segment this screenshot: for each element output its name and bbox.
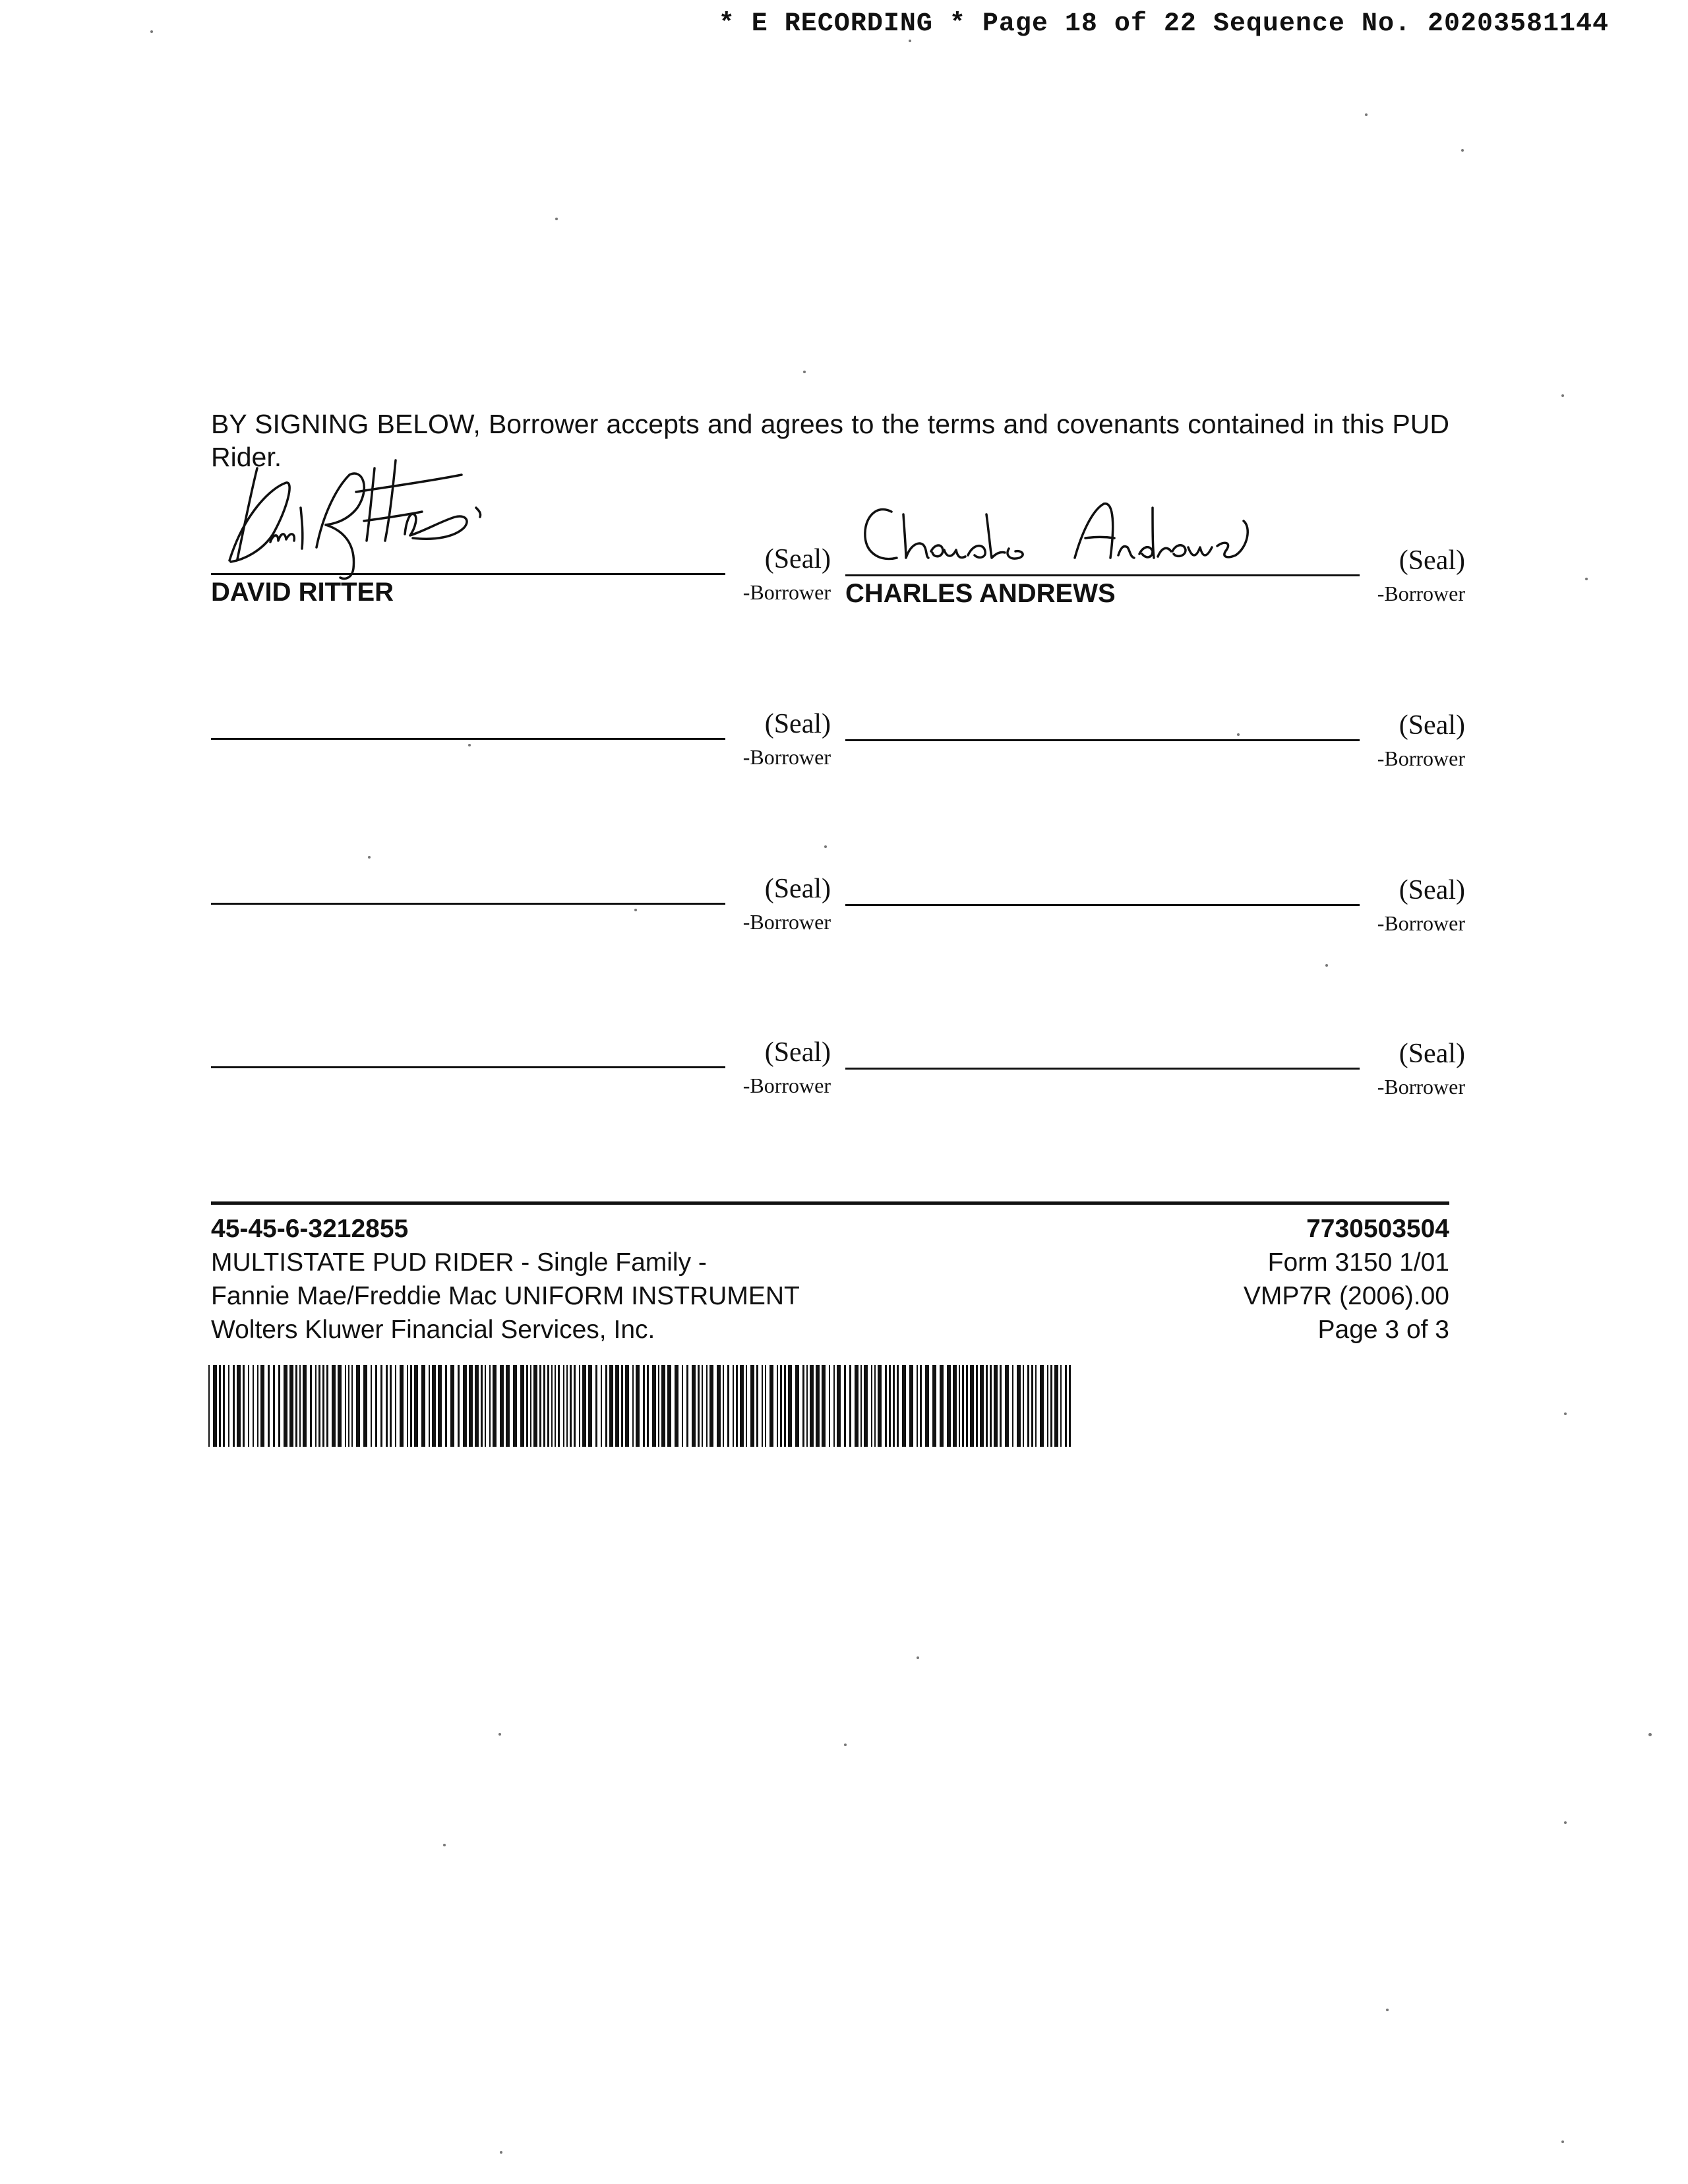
barcode-bar [407, 1365, 408, 1447]
barcode-bar [849, 1365, 851, 1447]
seal-label: (Seal) [764, 1037, 831, 1068]
barcode-bar [806, 1365, 808, 1447]
barcode-bar [1027, 1365, 1029, 1447]
barcode-bar [822, 1365, 826, 1447]
signature-block-7 [211, 1031, 831, 1117]
barcode-bar [395, 1365, 396, 1447]
barcode-bar [363, 1365, 367, 1447]
barcode-bar [260, 1365, 264, 1447]
borrower-label: -Borrower [742, 745, 831, 769]
barcode-bar [740, 1365, 744, 1447]
barcode-bar [980, 1365, 984, 1447]
barcode-bar [1054, 1365, 1058, 1447]
barcode-bar [625, 1365, 629, 1447]
barcode-bar [844, 1365, 846, 1447]
barcode-bar [833, 1365, 835, 1447]
scan-speck [634, 909, 637, 911]
barcode-bar [273, 1365, 275, 1447]
barcode-bar [864, 1365, 868, 1447]
barcode-bar [746, 1365, 747, 1447]
footer-form-info [211, 1212, 800, 1347]
barcode-bar [208, 1365, 210, 1447]
form-subtitle: Fannie Mae/Freddie Mac UNIFORM INSTRUMENT [211, 1282, 800, 1310]
barcode-bar [386, 1365, 388, 1447]
barcode-bar [228, 1365, 229, 1447]
barcode-bar [375, 1365, 377, 1447]
barcode-bar [953, 1365, 957, 1447]
barcode-bar [658, 1365, 659, 1447]
borrower-label: -Borrower [1377, 746, 1465, 770]
seal-label: (Seal) [1399, 875, 1465, 905]
scan-speck [555, 218, 558, 220]
barcode-bar [675, 1365, 678, 1447]
barcode-bar [257, 1365, 258, 1447]
barcode-bar [917, 1365, 918, 1447]
barcode-bar [647, 1365, 649, 1447]
barcode-bar [458, 1365, 460, 1447]
barcode-bar [837, 1365, 841, 1447]
barcode-bar [795, 1365, 799, 1447]
scan-speck [1325, 964, 1328, 967]
barcode-bar [932, 1365, 936, 1447]
barcode-bar [829, 1365, 830, 1447]
signature-block-8 [845, 1033, 1465, 1118]
barcode-bar [1005, 1365, 1009, 1447]
barcode-bar [356, 1365, 360, 1447]
barcode-bar [994, 1365, 998, 1447]
signature-block-6 [845, 869, 1465, 955]
barcode-bar [475, 1365, 479, 1447]
barcode-bar [802, 1365, 804, 1447]
barcode-bar [345, 1365, 346, 1447]
barcode-bar [414, 1365, 418, 1447]
barcode-bar [966, 1365, 968, 1447]
barcode-bar [351, 1365, 353, 1447]
barcode-bar [897, 1365, 899, 1447]
barcode-bar [253, 1365, 254, 1447]
scan-speck [1585, 578, 1588, 580]
barcode-bar [860, 1365, 862, 1447]
barcode-bar [243, 1365, 245, 1447]
barcode-bar [736, 1365, 738, 1447]
barcode-bar [1069, 1365, 1071, 1447]
scan-speck [150, 30, 153, 33]
seal-label: (Seal) [1399, 1039, 1465, 1069]
footer-divider [211, 1201, 1449, 1205]
barcode-bar [962, 1365, 964, 1447]
signature-line [845, 1068, 1360, 1070]
form-number: Form 3150 1/01 [1267, 1248, 1449, 1277]
borrower-label: -Borrower [1377, 911, 1465, 935]
barcode-bar [1012, 1365, 1013, 1447]
barcode-bar [723, 1365, 724, 1447]
barcode-bar [769, 1365, 773, 1447]
barcode-bar [970, 1365, 974, 1447]
scan-speck [803, 371, 806, 373]
barcode-bar [1023, 1365, 1024, 1447]
barcode-bar [219, 1365, 221, 1447]
barcode-bar [326, 1365, 328, 1447]
barcode-bar [1000, 1365, 1002, 1447]
barcode-bar [289, 1365, 293, 1447]
barcode-bar [636, 1365, 640, 1447]
barcode-bar [310, 1365, 312, 1447]
scan-speck [1237, 733, 1240, 736]
scan-speck [498, 1733, 501, 1736]
signature-line [845, 904, 1360, 906]
barcode-bar [338, 1365, 342, 1447]
barcode-bar [493, 1365, 497, 1447]
barcode-bar [959, 1365, 960, 1447]
barcode-bar [469, 1365, 473, 1447]
barcode-bar [223, 1365, 225, 1447]
scan-speck [1386, 2009, 1389, 2011]
barcode-bar [661, 1365, 665, 1447]
borrower-label: -Borrower [742, 580, 831, 604]
barcode-bar [438, 1365, 442, 1447]
barcode-bar [318, 1365, 320, 1447]
scan-speck [917, 1656, 919, 1659]
barcode-bar [445, 1365, 447, 1447]
barcode-bar [213, 1365, 217, 1447]
scan-speck [468, 744, 471, 746]
barcode-bar [348, 1365, 349, 1447]
barcode-bar [702, 1365, 703, 1447]
page-label: Page 3 of 3 [1317, 1316, 1449, 1344]
barcode-bar [698, 1365, 700, 1447]
signature-line [845, 574, 1360, 576]
document-barcode [208, 1365, 1073, 1447]
publisher: Wolters Kluwer Financial Services, Inc. [211, 1316, 655, 1344]
signing-statement: BY SIGNING BELOW, Borrower accepts and agrees to the terms and covenants contained in this PUD Rider. [211, 409, 1449, 472]
borrower-label: -Borrower [742, 1074, 831, 1097]
barcode-bar [463, 1365, 467, 1447]
seal-label: (Seal) [764, 709, 831, 739]
loan-id: 45-45-6-3212855 [211, 1215, 409, 1243]
barcode-bar [332, 1365, 336, 1447]
seal-label: (Seal) [1399, 710, 1465, 741]
barcode-bar [295, 1365, 297, 1447]
barcode-bar [481, 1365, 483, 1447]
barcode-bar [284, 1365, 287, 1447]
barcode-bar [855, 1365, 859, 1447]
barcode-bar [1060, 1365, 1062, 1447]
recording-stamp: * E RECORDING * Page 18 of 22 Sequence No. 20203581144 [718, 9, 1609, 39]
barcode-bar [1017, 1365, 1021, 1447]
signature-block-4 [845, 704, 1465, 790]
barcode-bar [762, 1365, 763, 1447]
barcode-bar [632, 1365, 634, 1447]
barcode-bar [652, 1365, 656, 1447]
borrower-label: -Borrower [1377, 1075, 1465, 1099]
barcode-bar [750, 1365, 754, 1447]
borrower-label: -Borrower [1377, 582, 1465, 605]
barcode-bar [566, 1365, 568, 1447]
barcode-bar [686, 1365, 688, 1447]
seal-label: (Seal) [1399, 545, 1465, 576]
barcode-bar [547, 1365, 549, 1447]
barcode-bar [990, 1365, 992, 1447]
signature-block-5 [211, 868, 831, 954]
barcode-bar [485, 1365, 486, 1447]
barcode-bar [278, 1365, 280, 1447]
barcode-bar [784, 1365, 786, 1447]
footer-form-reference [1244, 1212, 1449, 1347]
barcode-bar [1050, 1365, 1052, 1447]
barcode-bar [788, 1365, 792, 1447]
scan-speck [1561, 394, 1564, 397]
barcode-bar [893, 1365, 895, 1447]
barcode-bar [1040, 1365, 1044, 1447]
signature-block-2 [845, 539, 1465, 625]
borrower-name: CHARLES ANDREWS [845, 579, 1116, 608]
barcode-bar [233, 1365, 235, 1447]
scan-speck [443, 1844, 446, 1846]
barcode-bar [563, 1365, 564, 1447]
scan-speck [1564, 1821, 1567, 1824]
barcode-bar [299, 1365, 301, 1447]
scan-speck [824, 845, 827, 848]
barcode-bar [500, 1365, 504, 1447]
barcode-bar [986, 1365, 988, 1447]
barcode-bar [303, 1365, 307, 1447]
barcode-bar [947, 1365, 951, 1447]
scan-speck [1365, 113, 1368, 116]
signature-line [211, 903, 725, 905]
barcode-bar [555, 1365, 556, 1447]
scan-speck [500, 2151, 502, 2154]
barcode-bar [574, 1365, 576, 1447]
barcode-bar [489, 1365, 491, 1447]
barcode-bar [400, 1365, 404, 1447]
barcode-bar [605, 1365, 607, 1447]
barcode-bar [595, 1365, 597, 1447]
barcode-bar [717, 1365, 721, 1447]
barcode-bar [520, 1365, 524, 1447]
signature-block-1 [211, 538, 831, 624]
barcode-bar [756, 1365, 758, 1447]
barcode-bar [371, 1365, 372, 1447]
signature-line [845, 739, 1360, 741]
barcode-bar [780, 1365, 782, 1447]
barcode-bar [621, 1365, 623, 1447]
barcode-bar [810, 1365, 814, 1447]
barcode-bar [315, 1365, 316, 1447]
scan-speck [1564, 1412, 1567, 1415]
barcode-bar [709, 1365, 713, 1447]
barcode-bar [429, 1365, 430, 1447]
barcode-bar [976, 1365, 978, 1447]
barcode-bar [380, 1365, 382, 1447]
barcode-bar [539, 1365, 541, 1447]
barcode-bar [579, 1365, 580, 1447]
barcode-bar [533, 1365, 537, 1447]
barcode-bar [909, 1365, 913, 1447]
barcode-bar [692, 1365, 696, 1447]
barcode-bar [390, 1365, 392, 1447]
barcode-bar [526, 1365, 528, 1447]
seal-label: (Seal) [764, 544, 831, 574]
barcode-bar [871, 1365, 872, 1447]
barcode-bar [682, 1365, 683, 1447]
barcode-bar [248, 1365, 249, 1447]
barcode-bar [432, 1365, 436, 1447]
barcode-bar [667, 1365, 671, 1447]
barcode-bar [506, 1365, 510, 1447]
barcode-bar [777, 1365, 778, 1447]
barcode-bar [925, 1365, 929, 1447]
barcode-bar [543, 1365, 545, 1447]
form-version: VMP7R (2006).00 [1243, 1282, 1449, 1310]
scan-speck [909, 40, 911, 42]
barcode-bar [513, 1365, 517, 1447]
signature-line [211, 573, 725, 575]
barcode-bar [558, 1365, 560, 1447]
barcode-bar [450, 1365, 454, 1447]
barcode-bar [570, 1365, 572, 1447]
barcode-bar [727, 1365, 729, 1447]
barcode-bar [765, 1365, 766, 1447]
barcode-bar [889, 1365, 891, 1447]
borrower-name: DAVID RITTER [211, 578, 394, 607]
signature-line [211, 1066, 725, 1068]
barcode-bar [1065, 1365, 1067, 1447]
barcode-bar [601, 1365, 602, 1447]
barcode-bar [706, 1365, 708, 1447]
barcode-bar [874, 1365, 876, 1447]
barcode-bar [237, 1365, 241, 1447]
barcode-bar [588, 1365, 592, 1447]
signature-line [211, 738, 725, 740]
barcode-bar [1047, 1365, 1048, 1447]
scan-speck [1648, 1733, 1652, 1736]
barcode-bar [530, 1365, 531, 1447]
barcode-bar [410, 1365, 412, 1447]
barcode-bar [920, 1365, 922, 1447]
barcode-bar [878, 1365, 882, 1447]
barcode-bar [733, 1365, 734, 1447]
scan-speck [368, 856, 371, 859]
document-number: 7730503504 [1306, 1215, 1449, 1243]
scan-speck [844, 1744, 847, 1746]
form-title: MULTISTATE PUD RIDER - Single Family - [211, 1248, 707, 1277]
barcode-bar [582, 1365, 586, 1447]
barcode-bar [609, 1365, 613, 1447]
barcode-bar [940, 1365, 944, 1447]
signature-block-3 [211, 703, 831, 789]
barcode-bar [551, 1365, 553, 1447]
barcode-bar [902, 1365, 906, 1447]
barcode-bar [421, 1365, 425, 1447]
barcode-bar [885, 1365, 887, 1447]
barcode-bar [268, 1365, 270, 1447]
barcode-bar [322, 1365, 324, 1447]
seal-label: (Seal) [764, 874, 831, 904]
scan-speck [1461, 149, 1464, 152]
barcode-bar [643, 1365, 645, 1447]
barcode-bar [816, 1365, 820, 1447]
barcode-bar [615, 1365, 619, 1447]
barcode-bar [1031, 1365, 1033, 1447]
borrower-label: -Borrower [742, 910, 831, 934]
barcode-bar [1035, 1365, 1037, 1447]
scan-speck [1561, 2140, 1564, 2143]
